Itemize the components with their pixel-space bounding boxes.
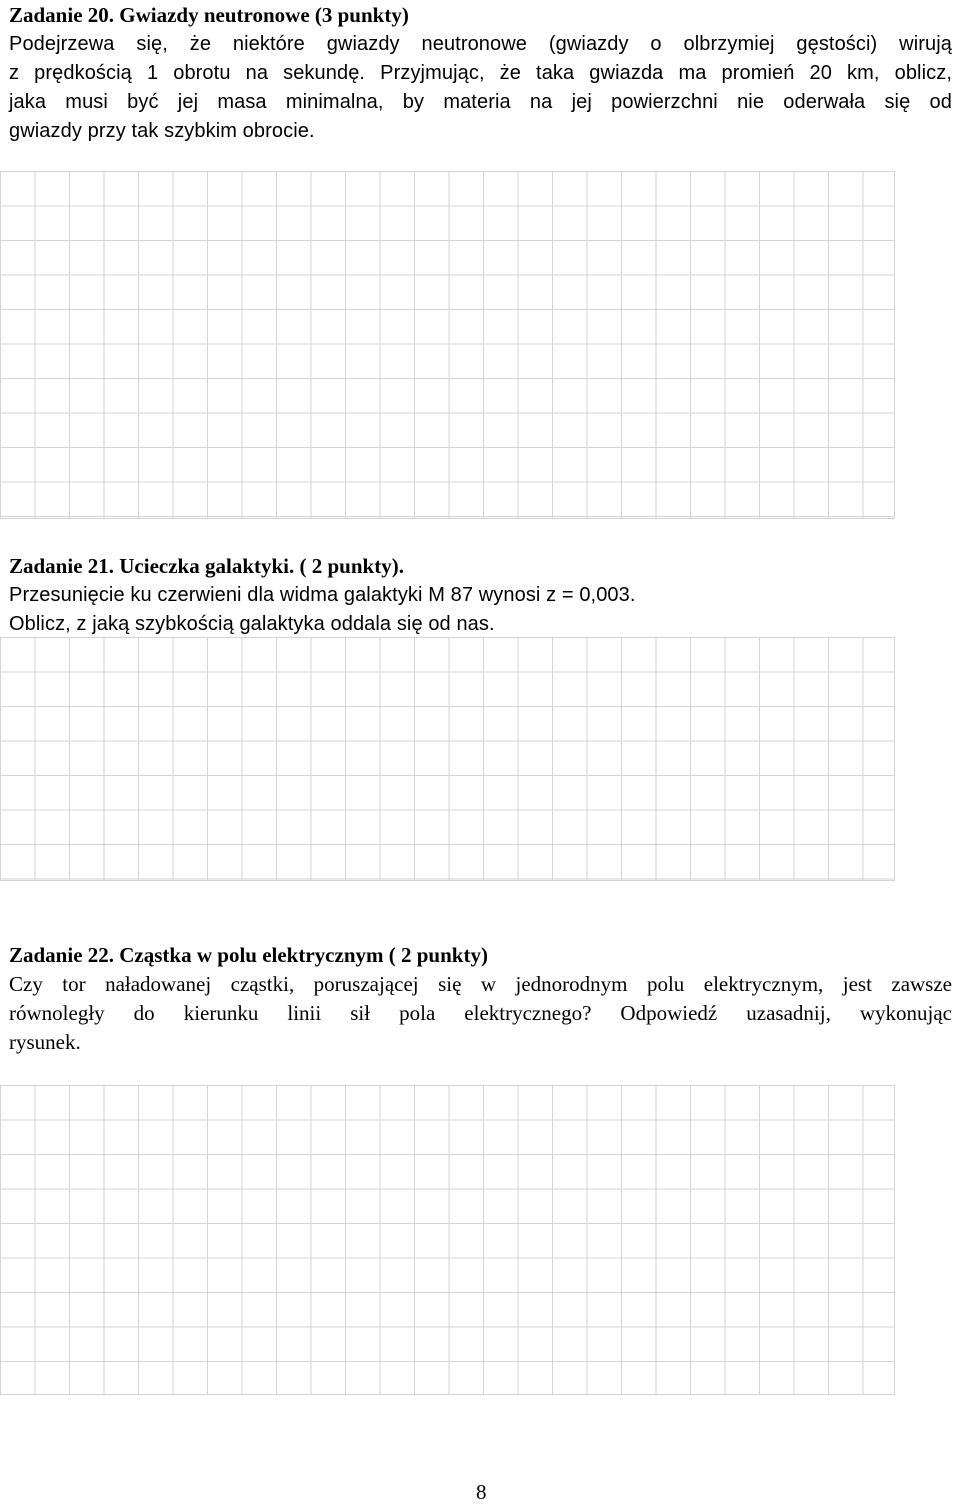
- task22-text-line-2: równoległy do kierunku linii sił pola elektrycznego? Odpowiedź uzasadnij, wykonując: [9, 1001, 952, 1025]
- task21-text-line-1: Przesunięcie ku czerwieni dla widma galaktyki M 87 wynosi z = 0,003.: [9, 584, 636, 606]
- page-number: 8: [476, 1480, 487, 1504]
- task22-text-line-1: Czy tor naładowanej cząstki, poruszającej się w jednorodnym polu elektrycznym, jest zawsze: [9, 972, 952, 996]
- task22-answer-grid[interactable]: [0, 1085, 895, 1395]
- task22-title: Zadanie 22. Cząstka w polu elektrycznym ( 2 punkty): [9, 943, 488, 967]
- task20-text-line-3: jaka musi być jej masa minimalna, by materia na jej powierzchni nie oderwała się od: [9, 91, 952, 113]
- task21-text-line-2: Oblicz, z jaką szybkością galaktyka oddala się od nas.: [9, 613, 495, 635]
- task21-answer-grid[interactable]: [0, 637, 895, 881]
- task20-text-line-1: Podejrzewa się, że niektóre gwiazdy neutronowe (gwiazdy o olbrzymiej gęstości) wirują: [9, 33, 952, 55]
- task21-title: Zadanie 21. Ucieczka galaktyki. ( 2 punkty).: [9, 554, 404, 578]
- task20-text-line-4: gwiazdy przy tak szybkim obrocie.: [9, 120, 315, 142]
- task20-title: Zadanie 20. Gwiazdy neutronowe (3 punkty): [9, 3, 409, 27]
- task20-answer-grid[interactable]: [0, 171, 895, 519]
- task22-text-line-3: rysunek.: [9, 1030, 81, 1054]
- task20-text-line-2: z prędkością 1 obrotu na sekundę. Przyjmując, że taka gwiazda ma promień 20 km, oblicz,: [9, 62, 952, 84]
